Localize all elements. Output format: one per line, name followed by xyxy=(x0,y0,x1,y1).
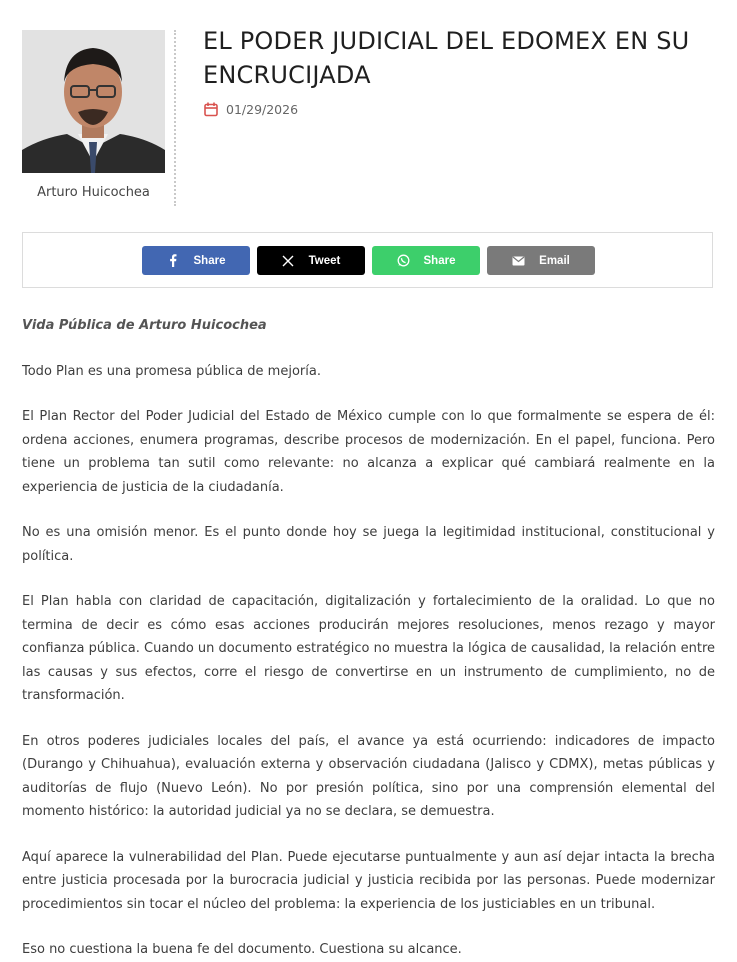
x-icon xyxy=(282,254,295,267)
author-name: Arturo Huicochea xyxy=(37,185,150,200)
email-share-button[interactable] xyxy=(487,246,595,275)
calendar-icon xyxy=(203,101,219,117)
whatsapp-share-label: Share xyxy=(423,254,456,267)
header-divider xyxy=(174,30,176,206)
article-title: EL PODER JUDICIAL DEL EDOMEX EN SU ENCRUCIJADA xyxy=(203,27,690,89)
date-row xyxy=(203,101,298,117)
whatsapp-share-button[interactable] xyxy=(372,246,480,275)
facebook-share-label: Share xyxy=(193,254,226,267)
paragraph: El Plan Rector del Poder Judicial del Estado de México cumple con lo que formalmente se espera de él: ordena acciones, enumera programas, describe procesos de modernización. En el papel, funciona. Pero tiene un problema tan sutil como relevante: no alcanza a explicar qué cambiará realmente en la experiencia de justicia de la ciudadanía. xyxy=(22,409,715,495)
publish-date: 01/29/2026 xyxy=(226,101,299,117)
twitter-share-button[interactable] xyxy=(257,246,365,275)
paragraph: Aquí aparece la vulnerabilidad del Plan. Puede ejecutarse puntualmente y aun así dejar intacta la brecha entre justicia procesada por la burocracia judicial y justicia recibida por las personas. Puede modernizar procedimientos sin tocar el núcleo del problema: la experiencia de los justiciables en un tribunal. xyxy=(22,849,715,912)
envelope-icon xyxy=(512,254,525,267)
paragraph: El Plan habla con claridad de capacitación, digitalización y fortalecimiento de la oralidad. Lo que no termina de decir es cómo esas acciones producirán mejores resoluciones, menos rezago y mayor confianza pública. Cuando un documento estratégico no muestra la lógica de causalidad, la relación entre las causas y sus efectos, corre el riesgo de convertirse en un instrumento de cumplimiento, no de transformación. xyxy=(22,594,715,703)
twitter-share-label: Tweet xyxy=(308,254,341,267)
author-portrait-icon xyxy=(22,30,165,173)
author-photo xyxy=(22,30,165,173)
paragraph: En otros poderes judiciales locales del país, el avance ya está ocurriendo: indicadores de impacto (Durango y Chihuahua), evaluación externa y observación ciudadana (Jalisco y CDMX), metas públicas y auditorías de flujo (Nuevo León). No por presión política, sino por una comprensión elemental del momento histórico: la autoridad judicial ya no se declara, se demuestra. xyxy=(22,733,715,819)
author-block xyxy=(22,30,165,200)
email-share-label: Email xyxy=(539,254,570,267)
paragraph: Todo Plan es una promesa pública de mejoría. xyxy=(22,363,321,379)
whatsapp-icon xyxy=(397,254,410,267)
facebook-icon xyxy=(167,254,180,267)
paragraph: Eso no cuestiona la buena fe del documento. Cuestiona su alcance. xyxy=(22,942,462,957)
article-byline: Vida Pública de Arturo Huicochea xyxy=(22,318,267,333)
article-header xyxy=(0,0,737,215)
share-bar xyxy=(22,232,713,288)
article-body xyxy=(22,314,715,962)
paragraph: No es una omisión menor. Es el punto donde hoy se juega la legitimidad institucional, constitucional y política. xyxy=(22,525,715,564)
facebook-share-button[interactable] xyxy=(142,246,250,275)
